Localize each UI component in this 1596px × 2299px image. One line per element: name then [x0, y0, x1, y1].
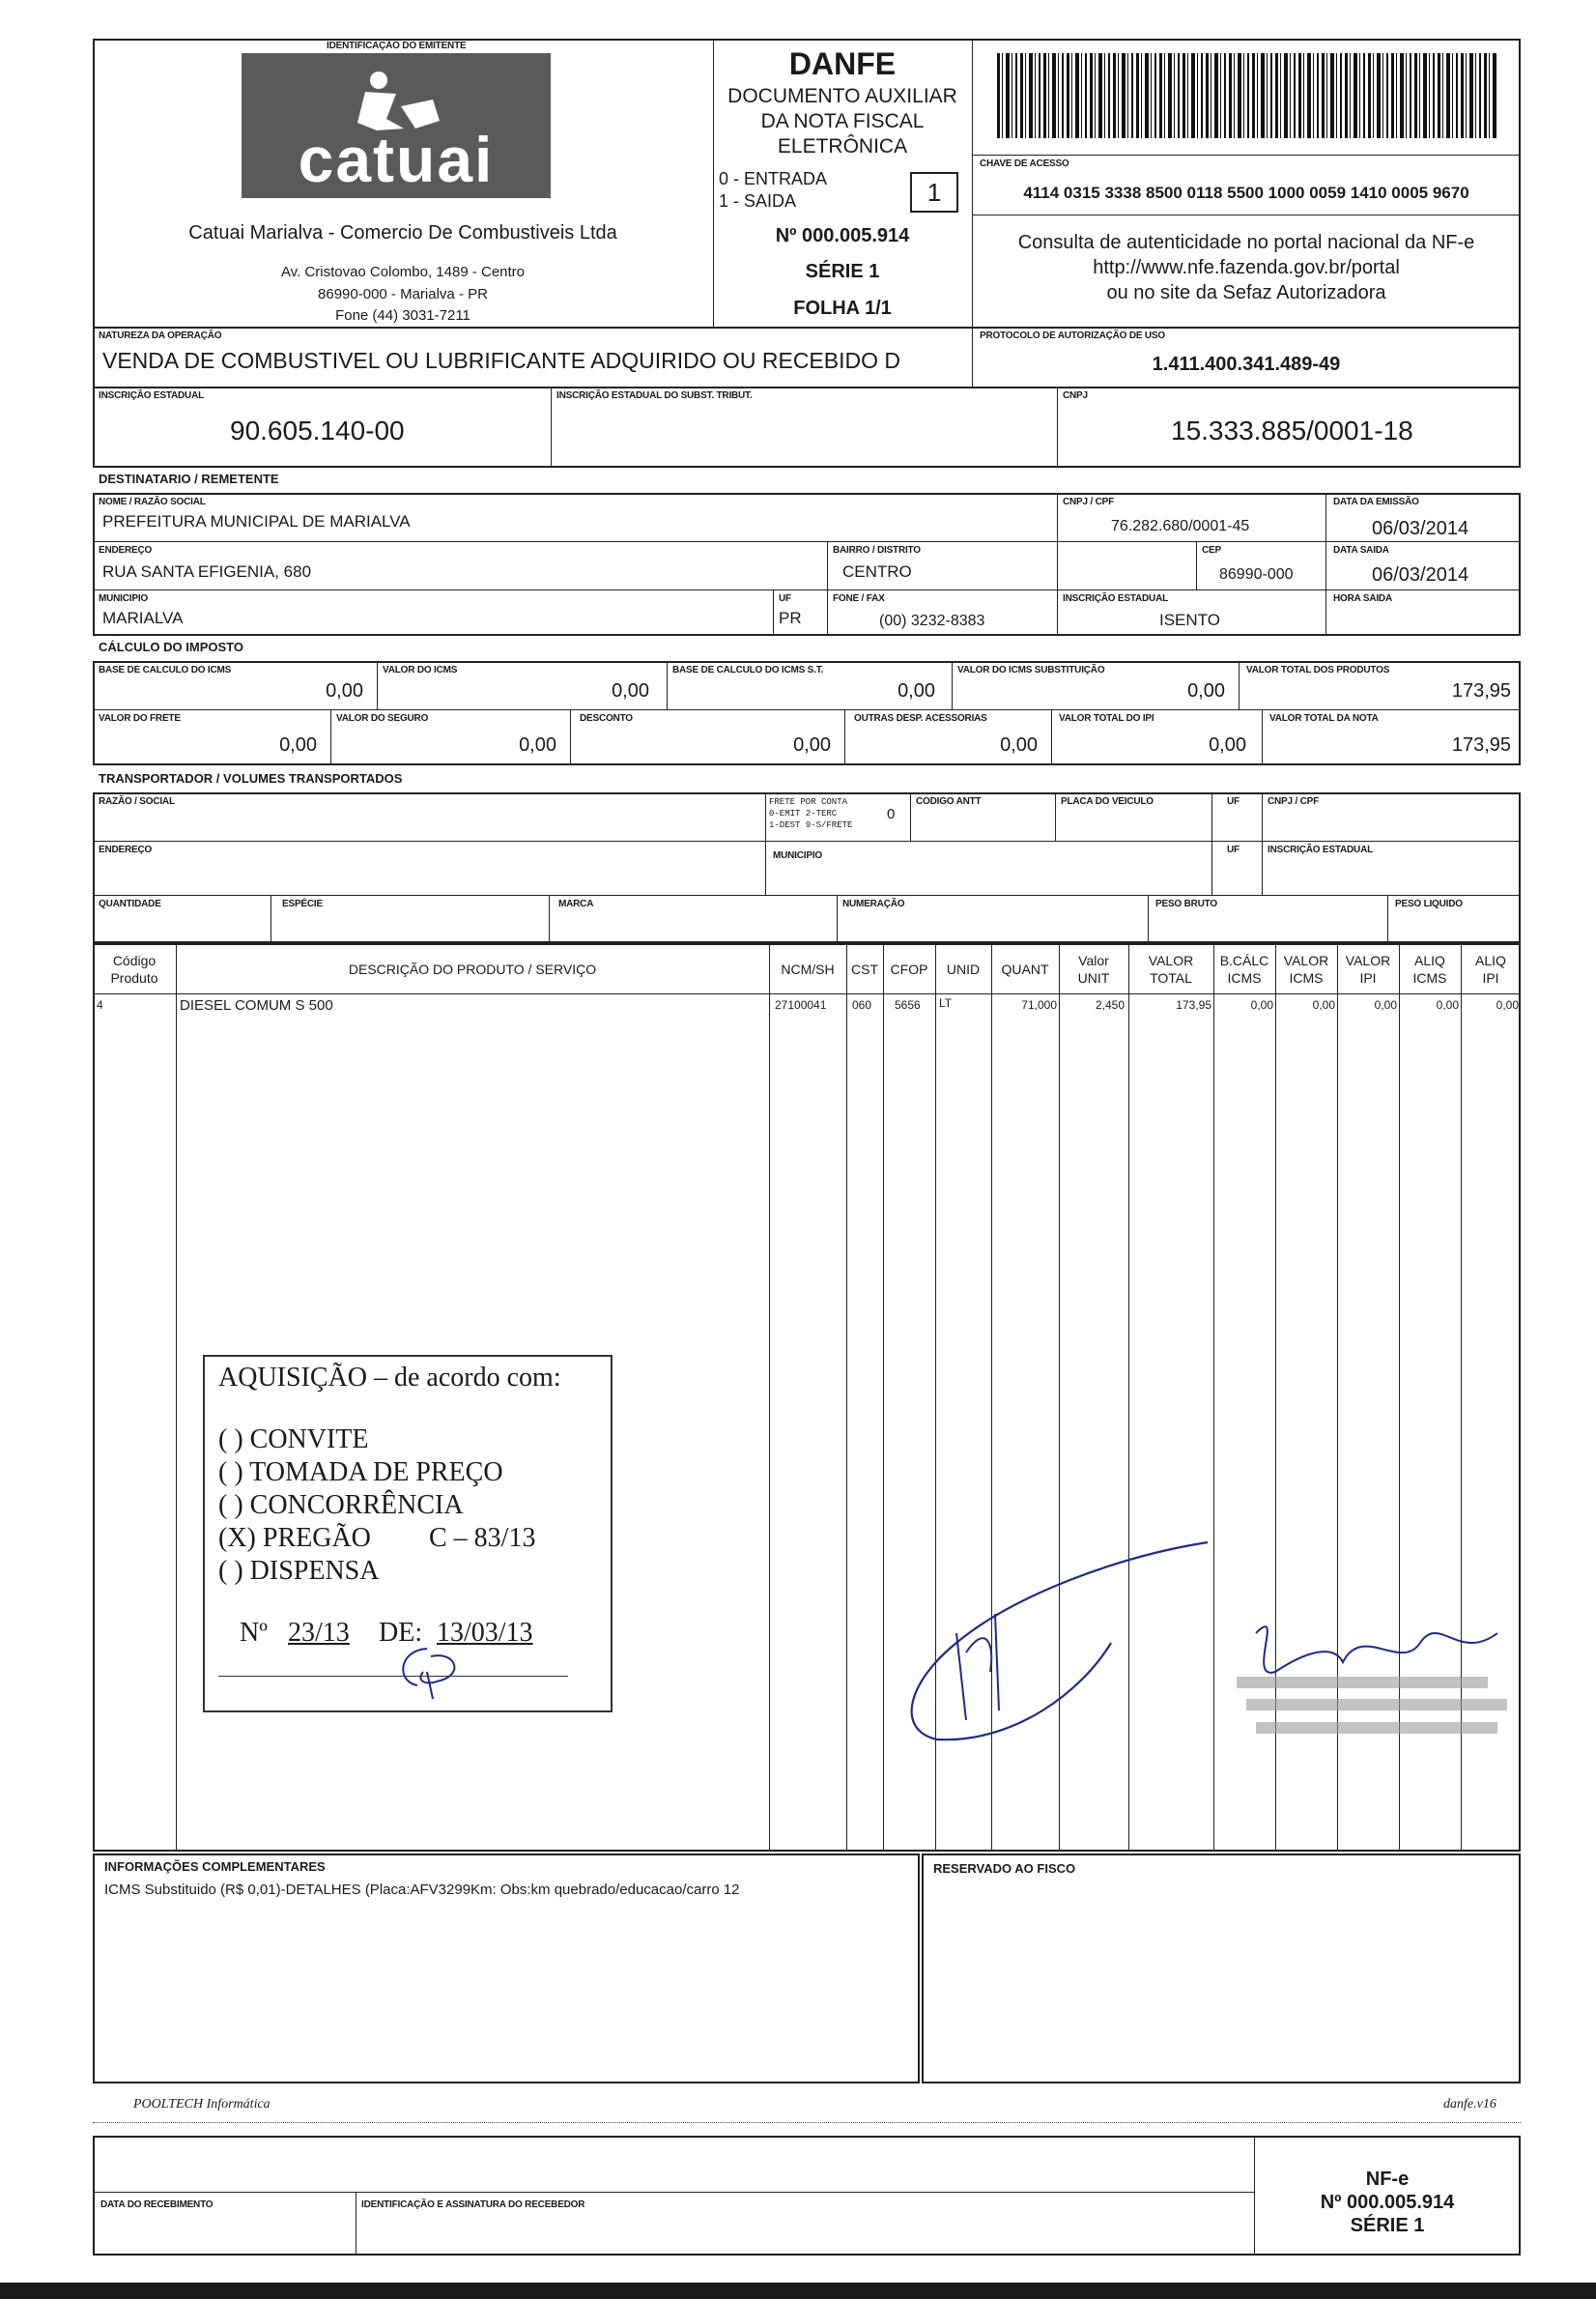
ipi: 0,00: [1209, 734, 1246, 756]
scan-edge: [0, 2283, 1596, 2299]
danfe-subtitle-3: ELETRÔNICA: [777, 135, 908, 158]
ie-value: 90.605.140-00: [230, 416, 405, 445]
dest-uf-label: UF: [779, 593, 791, 604]
stamp-numero-label: Nº: [240, 1618, 268, 1648]
divider: [549, 895, 550, 943]
divider: [93, 895, 1521, 896]
cell-aliq-ipi: 0,00: [1496, 998, 1519, 1012]
canhoto-nfe: NF-e: [1365, 2169, 1410, 2190]
divider: [910, 792, 911, 841]
v-icms-label: VALOR DO ICMS: [383, 665, 458, 675]
col-header-codigo: Código Produto: [110, 953, 158, 986]
seguro-label: VALOR DO SEGURO: [336, 713, 429, 724]
cell-codigo: 4: [97, 998, 103, 1012]
divider: [93, 841, 1521, 842]
canhoto-numero: Nº 000.005.914: [1320, 2192, 1455, 2213]
recebimento-label: DATA DO RECEBIMENTO: [100, 2199, 214, 2210]
info-text: ICMS Substituido (R$ 0,01)-DETALHES (Placa:AFV3299Km: Obs:km quebrado/educacao/carro 12: [104, 1882, 740, 1898]
destinatario-section: DESTINATARIO / REMETENTE: [99, 472, 279, 486]
fisco-box: [922, 1854, 1521, 2083]
logo-text: catuai: [298, 124, 495, 195]
dest-endereco-label: ENDEREÇO: [99, 545, 153, 556]
placa-label: PLACA DO VEICULO: [1061, 796, 1154, 807]
danfe-subtitle-2: DA NOTA FISCAL: [760, 110, 925, 132]
transportador-section: TRANSPORTADOR / VOLUMES TRANSPORTADOS: [99, 771, 403, 786]
dest-nome-label: NOME / RAZÃO SOCIAL: [99, 497, 206, 507]
imposto-section: CÁLCULO DO IMPOSTO: [99, 640, 243, 654]
dest-municipio: MARIALVA: [102, 609, 184, 627]
col-header-quant: QUANT: [1001, 962, 1049, 977]
dest-nome: PREFEITURA MUNICIPAL DE MARIALVA: [102, 512, 411, 531]
cell-valor-unit: 2,450: [1095, 998, 1125, 1012]
divider: [1057, 387, 1058, 468]
dest-hora-label: HORA SAIDA: [1333, 593, 1392, 604]
stamp-opt-tomada: ( ) TOMADA DE PREÇO: [218, 1457, 503, 1487]
stamp-opt-dispensa: ( ) DISPENSA: [218, 1556, 380, 1586]
col-header-unid: UNID: [946, 962, 981, 977]
stamp-opt-convite: ( ) CONVITE: [218, 1424, 369, 1454]
protocolo-value: 1.411.400.341.489-49: [1152, 354, 1341, 375]
peso-liquido-label: PESO LIQUIDO: [1395, 899, 1463, 909]
dest-emissao: 06/03/2014: [1372, 518, 1469, 539]
natureza-value: VENDA DE COMBUSTIVEL OU LUBRIFICANTE ADQUIRIDO OU RECEBIDO D: [102, 348, 901, 373]
divider: [713, 39, 714, 329]
divider: [765, 792, 766, 895]
stamp-pregao-num: C – 83/13: [429, 1523, 536, 1553]
dest-municipio-label: MUNICIPIO: [99, 593, 148, 604]
stamp-de-label: DE:: [379, 1618, 423, 1648]
divider: [1057, 493, 1058, 636]
divider: [769, 943, 770, 1852]
form-version: danfe.v16: [1443, 2097, 1496, 2112]
bc-st-label: BASE DE CALCULO DO ICMS S.T.: [672, 665, 824, 675]
divider: [972, 215, 1521, 216]
cell-aliq-icms: 0,00: [1436, 998, 1459, 1012]
col-header-valor-icms: VALOR ICMS: [1283, 953, 1329, 986]
consulta-url[interactable]: http://www.nfe.fazenda.gov.br/portal: [1093, 257, 1400, 278]
nota-numero: Nº 000.005.914: [775, 225, 910, 246]
divider: [377, 661, 378, 709]
v-prod: 173,95: [1451, 680, 1511, 702]
divider: [972, 155, 1521, 156]
dest-endereco: RUA SANTA EFIGENIA, 680: [102, 562, 312, 581]
divider: [1211, 792, 1212, 895]
acquisition-stamp: [203, 1355, 613, 1712]
transp-municipio-label: MUNICIPIO: [773, 850, 822, 861]
dest-cep: 86990-000: [1219, 566, 1294, 583]
col-header-valor-ipi: VALOR IPI: [1345, 953, 1391, 986]
frete: 0,00: [279, 734, 317, 756]
marca-label: MARCA: [558, 899, 594, 909]
company-city: 86990-000 - Marialva - PR: [318, 286, 488, 302]
divider: [330, 709, 331, 765]
transp-uf2-label: UF: [1227, 845, 1240, 855]
v-st-label: VALOR DO ICMS SUBSTITUIÇÃO: [957, 665, 1105, 675]
signature-icon: [898, 1537, 1227, 1759]
col-header-cst: CST: [851, 962, 878, 977]
cell-valor-total: 173,95: [1176, 998, 1211, 1012]
divider: [667, 661, 668, 709]
outras-label: OUTRAS DESP. ACESSORIAS: [854, 713, 987, 724]
dest-emissao-label: DATA DA EMISSÃO: [1333, 497, 1419, 507]
v-nota: 173,95: [1451, 734, 1511, 756]
company-address: Av. Cristovao Colombo, 1489 - Centro: [280, 264, 526, 280]
cnpj-value: 15.333.885/0001-18: [1171, 416, 1413, 445]
info-label: INFORMAÇÕES COMPLEMENTARES: [104, 1859, 326, 1874]
company-phone: Fone (44) 3031-7211: [335, 307, 470, 324]
transp-uf-label: UF: [1227, 796, 1240, 807]
danfe-subtitle-1: DOCUMENTO AUXILIAR: [727, 85, 957, 107]
company-logo: [242, 53, 551, 198]
stamp-opt-pregao: (X) PREGÃO: [218, 1523, 371, 1553]
divider: [570, 709, 571, 765]
frete-conta-value: 0: [887, 806, 896, 822]
divider: [1325, 493, 1326, 636]
divider: [837, 895, 838, 943]
barcode: [997, 53, 1497, 138]
desconto: 0,00: [793, 734, 831, 756]
natureza-label: NATUREZA DA OPERAÇÃO: [99, 330, 222, 341]
nota-folha: FOLHA 1/1: [793, 298, 892, 319]
emitente-label: IDENTIFICAÇÃO DO EMITENTE: [327, 41, 467, 51]
divider: [1055, 792, 1056, 841]
divider: [93, 709, 1521, 710]
cut-line: [93, 2122, 1521, 2123]
numeracao-label: NUMERAÇÃO: [842, 899, 905, 909]
divider: [176, 943, 177, 1852]
divider: [1239, 661, 1240, 709]
antt-label: CODIGO ANTT: [916, 796, 982, 807]
stamp-title: AQUISIÇÃO – de acordo com:: [218, 1363, 561, 1393]
tipo-box: 1: [910, 172, 958, 213]
v-st: 0,00: [1187, 680, 1225, 702]
ipi-label: VALOR TOTAL DO IPI: [1059, 713, 1154, 724]
cell-ncm: 27100041: [775, 998, 827, 1012]
peso-bruto-label: PESO BRUTO: [1155, 899, 1217, 909]
assinatura-label: IDENTIFICAÇÃO E ASSINATURA DO RECEBEDOR: [361, 2199, 585, 2210]
dest-uf: PR: [779, 609, 802, 627]
dest-saida-label: DATA SAIDA: [1333, 545, 1389, 556]
cell-valor-icms: 0,00: [1312, 998, 1335, 1012]
v-nota-label: VALOR TOTAL DA NOTA: [1269, 713, 1379, 724]
dest-ie: ISENTO: [1159, 611, 1220, 629]
bc-icms-label: BASE DE CALCULO DO ICMS: [99, 665, 232, 675]
divider: [1196, 541, 1197, 589]
divider: [952, 661, 953, 709]
ie-label: INSCRIÇÃO ESTADUAL: [99, 390, 204, 401]
col-header-ncm: NCM/SH: [781, 962, 835, 977]
divider: [846, 943, 847, 1852]
software-credit: POOLTECH Informática: [133, 2097, 271, 2112]
consulta-line-3: ou no site da Sefaz Autorizadora: [1106, 282, 1386, 303]
frete-conta-3: 1-DEST 9-S/FRETE: [769, 820, 853, 830]
dest-cnpj-label: CNPJ / CPF: [1063, 497, 1115, 507]
consulta-line-1: Consulta de autenticidade no portal nacional da NF-e: [1017, 232, 1475, 253]
cnpj-label: CNPJ: [1063, 390, 1088, 401]
dest-bairro-label: BAIRRO / DISTRITO: [833, 545, 921, 556]
nota-serie: SÉRIE 1: [805, 261, 880, 282]
danfe-title: DANFE: [788, 46, 897, 81]
col-header-aliq-icms: ALIQ ICMS: [1412, 953, 1447, 986]
initials-signature-icon: [388, 1643, 475, 1701]
divider: [1262, 709, 1263, 765]
frete-conta-1: FRETE POR CONTA: [769, 797, 848, 807]
secretary-signature-icon: [1227, 1585, 1517, 1759]
col-header-descricao: DESCRIÇÃO DO PRODUTO / SERVIÇO: [348, 962, 597, 977]
divider: [1387, 895, 1388, 943]
dest-ie-label: INSCRIÇÃO ESTADUAL: [1063, 593, 1168, 604]
tipo-saida: 1 - SAIDA: [719, 191, 797, 211]
stamp-numero-value: 23/13: [288, 1618, 350, 1648]
v-prod-label: VALOR TOTAL DOS PRODUTOS: [1246, 665, 1390, 675]
divider: [551, 387, 552, 468]
dest-cep-label: CEP: [1202, 545, 1221, 556]
divider: [93, 993, 1521, 994]
protocolo-label: PROTOCOLO DE AUTORIZAÇÃO DE USO: [980, 330, 1165, 341]
col-header-valor-total: VALOR TOTAL: [1148, 953, 1194, 986]
divider: [1262, 792, 1263, 895]
col-header-valor-unit: Valor UNIT: [1077, 953, 1110, 986]
ie-st-label: INSCRIÇÃO ESTADUAL DO SUBST. TRIBUT.: [556, 390, 753, 401]
cell-cst: 060: [852, 998, 872, 1012]
divider: [1051, 709, 1052, 765]
cell-valor-ipi: 0,00: [1374, 998, 1397, 1012]
divider: [773, 589, 774, 636]
stamp-opt-concorrencia: ( ) CONCORRÊNCIA: [218, 1490, 464, 1520]
frete-label: VALOR DO FRETE: [99, 713, 181, 724]
transp-cnpj-label: CNPJ / CPF: [1268, 796, 1320, 807]
bc-st: 0,00: [898, 680, 935, 702]
transp-ie-label: INSCRIÇÃO ESTADUAL: [1268, 845, 1373, 855]
canhoto-serie: SÉRIE 1: [1350, 2215, 1425, 2236]
tipo-entrada: 0 - ENTRADA: [719, 169, 828, 188]
frete-conta-2: 0-EMIT 2-TERC: [769, 809, 838, 819]
desconto-label: DESCONTO: [580, 713, 633, 724]
transp-endereco-label: ENDEREÇO: [99, 845, 153, 855]
seguro: 0,00: [519, 734, 556, 756]
razao-label: RAZÃO / SOCIAL: [99, 796, 175, 807]
dest-fone: (00) 3232-8383: [879, 613, 985, 629]
divider: [93, 541, 1521, 542]
chave-value: 4114 0315 3338 8500 0118 5500 1000 0059 1410 0005 9670: [1023, 184, 1469, 202]
stamp-de-value: 13/03/13: [437, 1618, 533, 1648]
col-header-aliq-ipi: ALIQ IPI: [1475, 953, 1506, 986]
dest-saida: 06/03/2014: [1372, 564, 1469, 586]
divider: [827, 589, 828, 636]
divider: [93, 589, 1521, 590]
divider: [1148, 895, 1149, 943]
divider: [827, 541, 828, 589]
dest-cnpj: 76.282.680/0001-45: [1111, 518, 1250, 534]
chave-label: CHAVE DE ACESSO: [980, 158, 1069, 169]
outras: 0,00: [1000, 734, 1038, 756]
divider: [93, 2192, 1254, 2193]
bc-icms: 0,00: [326, 680, 363, 702]
cell-descricao: DIESEL COMUM S 500: [180, 997, 333, 1014]
company-name: Catuai Marialva - Comercio De Combustiveis Ltda: [188, 222, 617, 244]
cell-unid: LT: [939, 996, 953, 1010]
cell-cfop: 5656: [895, 998, 921, 1012]
dest-fone-label: FONE / FAX: [833, 593, 885, 604]
divider: [883, 943, 884, 1852]
dest-bairro: CENTRO: [842, 562, 912, 581]
especie-label: ESPÉCIE: [282, 899, 323, 909]
cell-bc-icms: 0,00: [1250, 998, 1273, 1012]
col-header-cfop: CFOP: [890, 962, 928, 977]
col-header-bc-icms: B.CÁLC ICMS: [1219, 953, 1269, 986]
fisco-label: RESERVADO AO FISCO: [933, 1861, 1076, 1876]
quantidade-label: QUANTIDADE: [99, 899, 161, 909]
cell-quant: 71,000: [1021, 998, 1057, 1012]
divider: [844, 709, 845, 765]
v-icms: 0,00: [612, 680, 649, 702]
